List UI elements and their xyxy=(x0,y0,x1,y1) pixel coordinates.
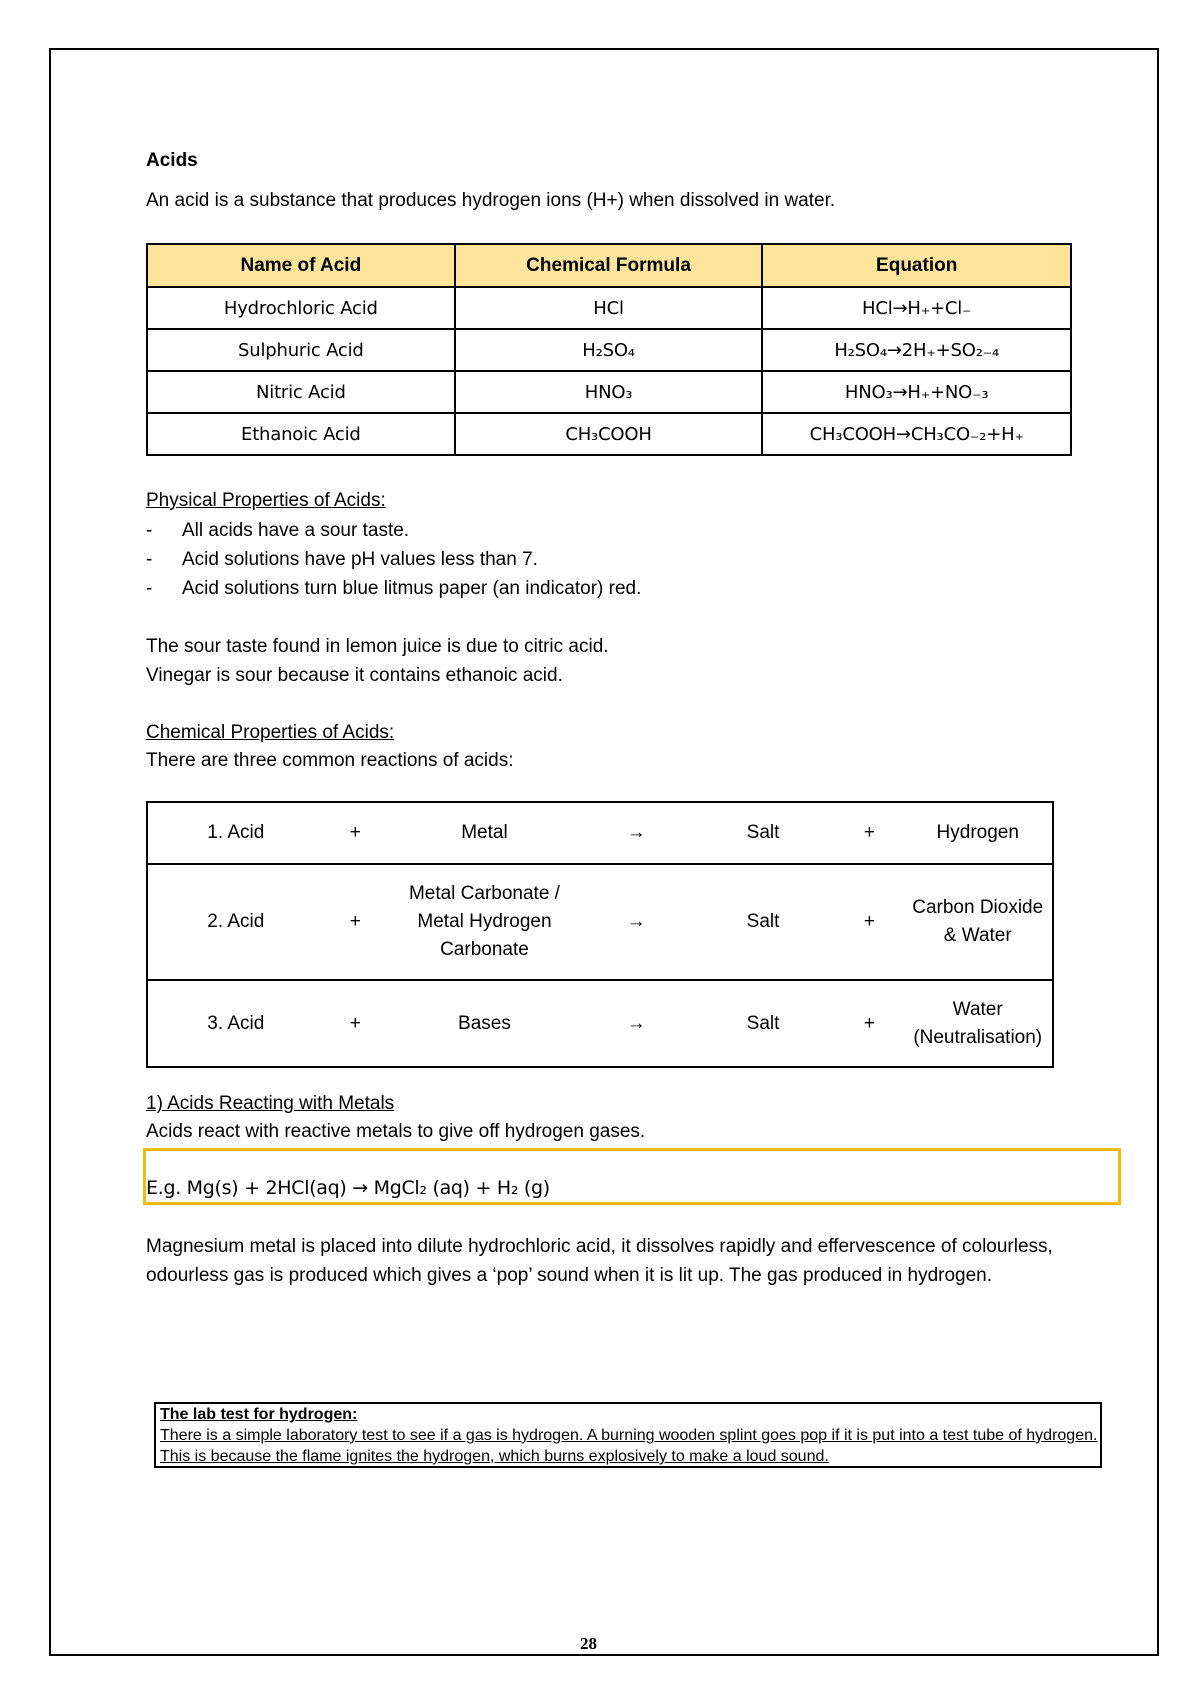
list-item-text: All acids have a sour taste. xyxy=(182,520,410,541)
product: Water (Neutralisation) xyxy=(913,998,1043,1048)
acid-equation: CH₃COOH→CH₃CO₋₂+H₊ xyxy=(762,413,1071,455)
header-formula: Chemical Formula xyxy=(455,244,763,287)
table-row xyxy=(147,371,1071,413)
list-dash: - xyxy=(146,578,153,599)
list-dash: - xyxy=(146,520,153,541)
metals-line: Acids react with reactive metals to give off hydrogen gases. xyxy=(146,1121,646,1142)
acid-formula: HCl xyxy=(455,287,763,329)
acid-name: Nitric Acid xyxy=(147,371,455,413)
acid-formula: CH₃COOH xyxy=(455,413,763,455)
plus-sign: + xyxy=(863,1012,876,1034)
arrow: → xyxy=(626,1012,646,1034)
plus-sign: + xyxy=(836,864,904,980)
list-item xyxy=(146,516,641,545)
list-item xyxy=(146,574,641,603)
plus-sign: + xyxy=(349,1012,361,1034)
product-salt: Salt xyxy=(691,802,836,864)
reactant-acid: 3. Acid xyxy=(207,1012,265,1034)
reactant: Metal Carbonate / Metal Hydrogen Carbonate xyxy=(387,864,582,980)
header-equation: Equation xyxy=(762,244,1071,287)
arrow: → xyxy=(582,864,691,980)
citric-line: The sour taste found in lemon juice is due to citric acid. xyxy=(146,636,609,657)
product: Hydrogen xyxy=(903,802,1053,864)
reactant-acid: 1. Acid xyxy=(147,802,324,864)
acid-equation: H₂SO₄→2H₊+SO₂₋₄ xyxy=(762,329,1071,371)
acid-table-header-row xyxy=(147,244,1071,287)
acid-formula: H₂SO₄ xyxy=(455,329,763,371)
intro-text: An acid is a substance that produces hydrogen ions (H+) when dissolved in water. xyxy=(146,190,836,211)
table-row xyxy=(147,413,1071,455)
table-row xyxy=(147,802,1053,864)
product: Carbon Dioxide & Water xyxy=(903,864,1053,980)
product-salt: Salt xyxy=(746,1012,780,1034)
plus-sign: + xyxy=(324,864,387,980)
header-name: Name of Acid xyxy=(147,244,455,287)
list-dash: - xyxy=(146,549,153,570)
example-equation: E.g. Mg(s) + 2HCl(aq) → MgCl₂ (aq) + H₂ (g) xyxy=(146,1177,550,1199)
plus-sign: + xyxy=(836,802,904,864)
acid-name: Sulphuric Acid xyxy=(147,329,455,371)
reactant: Bases xyxy=(458,1012,511,1034)
list-item-text: Acid solutions turn blue litmus paper (an indicator) red. xyxy=(182,578,642,599)
acid-table xyxy=(146,243,1072,456)
reactions-table xyxy=(146,801,1054,1068)
table-row xyxy=(147,980,1053,1067)
plus-sign: + xyxy=(324,802,387,864)
table-row xyxy=(147,864,1053,980)
table-row xyxy=(147,329,1071,371)
lab-test-title: The lab test for hydrogen: xyxy=(160,1406,358,1423)
section-title: Acids xyxy=(146,150,198,171)
acid-formula: HNO₃ xyxy=(455,371,763,413)
acid-name: Ethanoic Acid xyxy=(147,413,455,455)
physical-heading: Physical Properties of Acids: xyxy=(146,490,386,511)
example-box xyxy=(143,1148,1121,1205)
lab-test-box xyxy=(154,1402,1102,1468)
magnesium-paragraph: Magnesium metal is placed into dilute hydrochloric acid, it dissolves rapidly and effervescence of colourless, odourless gas is produced which gives a ‘pop’ sound when it is lit up. The gas produced in hydrogen. xyxy=(146,1236,1053,1286)
reactant: Metal xyxy=(387,802,582,864)
table-row xyxy=(147,287,1071,329)
product-salt: Salt xyxy=(691,864,836,980)
list-item-text: Acid solutions have pH values less than 7. xyxy=(182,549,538,570)
reactant-acid: 2. Acid xyxy=(147,864,324,980)
list-item xyxy=(146,545,641,574)
physical-list xyxy=(146,516,641,603)
acid-name: Hydrochloric Acid xyxy=(147,287,455,329)
chemical-heading: Chemical Properties of Acids: xyxy=(146,722,395,743)
lab-test-body: There is a simple laboratory test to see if a gas is hydrogen. A burning wooden splint goes pop if it is put into a test tube of hydrogen. This is because the flame ignites the hydrogen, which burns explosively to make a loud sound. xyxy=(160,1427,1098,1465)
chemical-intro: There are three common reactions of acids: xyxy=(146,750,514,771)
vinegar-line: Vinegar is sour because it contains ethanoic acid. xyxy=(146,665,563,686)
page-number: 28 xyxy=(580,1634,597,1653)
acid-equation: HCl→H₊+Cl₋ xyxy=(762,287,1071,329)
acid-equation: HNO₃→H₊+NO₋₃ xyxy=(762,371,1071,413)
arrow: → xyxy=(582,802,691,864)
metals-heading: 1) Acids Reacting with Metals xyxy=(146,1093,395,1114)
